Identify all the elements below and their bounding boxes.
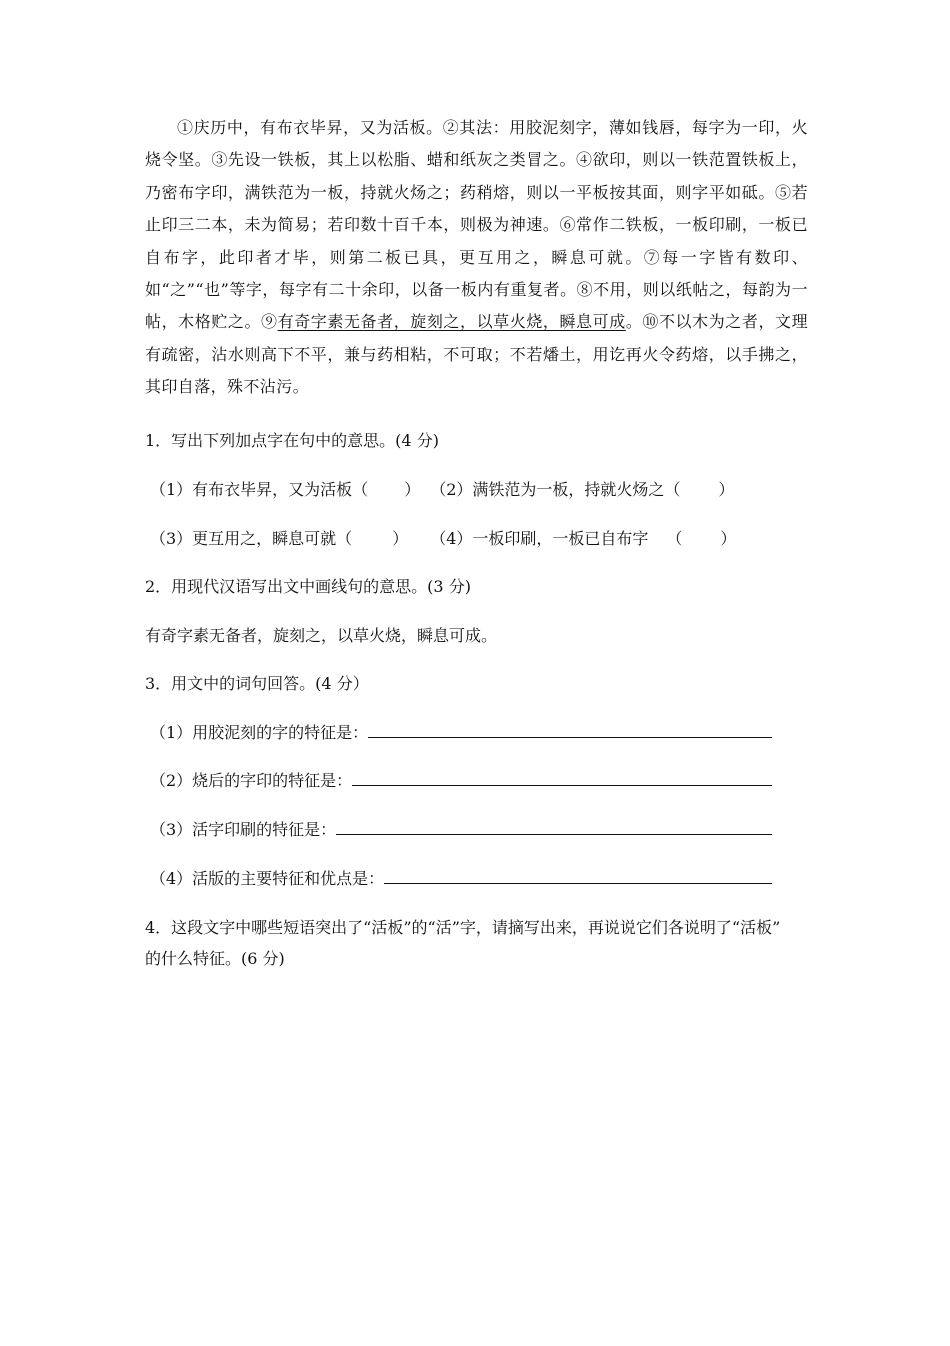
passage-after: 。⑩不以木为之者，文理有疏密，沾水则高下不平，兼与药相粘，不可取；不若燔土，用讫再火令药熔，以手拂之，其印自落，殊不沾污。 [145, 312, 809, 397]
passage-text [145, 112, 808, 404]
q3-row-3 [150, 817, 772, 840]
underlined-sentence: 有奇字素无备者，旋刻之，以草火烧，瞬息可成 [277, 312, 626, 332]
q3-answer-line-1[interactable] [368, 721, 772, 738]
q1-item-3-close: ） [392, 529, 409, 548]
q1-item-4: （4）一板印刷，一板已自布字 [430, 529, 649, 548]
q2-sentence: 有奇字素无备者，旋刻之，以草火烧，瞬息可成。 [145, 626, 498, 645]
q3-item-2: （2）烧后的字印的特征是： [150, 771, 353, 790]
q2-title: 2．用现代汉语写出文中画线句的意思。(3 分) [145, 577, 471, 596]
q1-item-4-open: （ [666, 529, 683, 548]
q1-item-3: （3）更互用之，瞬息可就（ [150, 529, 353, 548]
q1-item-4-close: ） [720, 529, 737, 548]
q1-item-2: （2）满铁范为一板，持就火炀之（ [430, 480, 681, 499]
q1-item-1: （1）有布衣毕昇，又为活板（ [150, 480, 369, 499]
q3-row-1 [150, 720, 772, 743]
q3-answer-line-4[interactable] [384, 867, 772, 884]
q4-line-1: 4．这段文字中哪些短语突出了“活板”的“活”字，请摘写出来，再说说它们各说明了“活板” [145, 918, 781, 937]
q1-title: 1．写出下列加点字在句中的意思。(4 分) [145, 431, 439, 450]
q4-line-2: 的什么特征。(6 分) [145, 949, 285, 968]
q3-item-3: （3）活字印刷的特征是： [150, 820, 337, 839]
passage-before: ①庆历中，有布衣毕昇，又为活板。②其法：用胶泥刻字，薄如钱唇，每字为一印，火烧令坚。③先设一铁板，其上以松脂、蜡和纸灰之类冒之。④欲印，则以一铁范置铁板上，乃密布字印，满铁范为一板，持就火炀之；药稍熔，则以一平板按其面，则字平如砥。⑤若止印三二本，未为简易；若印数十百千本，则极为神速。⑥常作二铁板，一板印刷，一板已自布字，此印者才毕，则第二板已具，更互用之，瞬息可就。⑦每一字皆有数印、如“之”“也”等字，每字有二十余印，以备一板内有重复者。⑧不用，则以纸帖之，每韵为一帖，木格贮之。⑨ [145, 118, 808, 332]
q1-row-2 [150, 526, 736, 549]
q1-item-1-close: ） [404, 480, 421, 499]
q3-title: 3．用文中的词句回答。(4 分） [145, 674, 369, 693]
q1-item-2-close: ） [718, 480, 735, 499]
q1-row-1 [150, 477, 734, 500]
q3-answer-line-3[interactable] [336, 818, 772, 835]
q3-item-4: （4）活版的主要特征和优点是： [150, 869, 385, 888]
q3-row-2 [150, 768, 772, 791]
q3-row-4 [150, 866, 772, 889]
q3-item-1: （1）用胶泥刻的字的特征是： [150, 723, 369, 742]
q3-answer-line-2[interactable] [352, 769, 772, 786]
